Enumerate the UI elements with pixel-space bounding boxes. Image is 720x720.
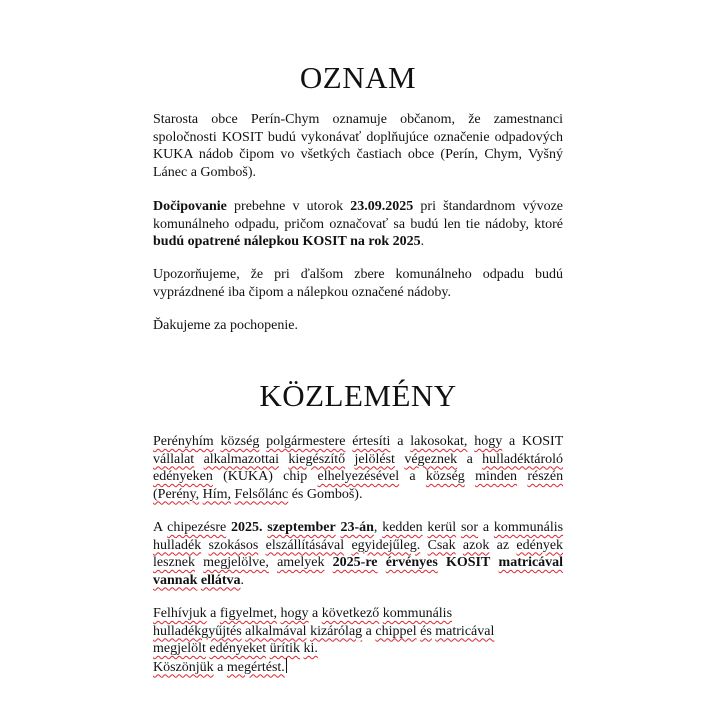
word: megjelölve, xyxy=(203,555,269,570)
word: egyidejűleg. xyxy=(351,537,421,553)
word-bold: szeptember xyxy=(267,520,336,535)
word: kommunális xyxy=(382,606,453,621)
word: A xyxy=(153,520,163,535)
word: a xyxy=(482,520,490,535)
word-bold: 2025-re xyxy=(332,555,378,570)
word: chipezésre xyxy=(167,520,227,535)
word: a xyxy=(210,606,217,621)
word: matricával xyxy=(435,623,495,639)
word: hulladék xyxy=(153,537,202,553)
word: az xyxy=(496,537,510,553)
word: a xyxy=(217,659,224,675)
word: a xyxy=(397,434,404,449)
word: értesíti xyxy=(352,434,391,449)
word: hulladéktároló xyxy=(482,451,564,467)
word: jelölést xyxy=(354,451,395,467)
word: edényeken xyxy=(153,469,213,484)
word: sor xyxy=(460,520,479,535)
word: végeznek xyxy=(404,451,458,467)
word: lakosokat, xyxy=(410,434,468,449)
word: hulladékgyűjtés xyxy=(153,623,242,639)
word: Perényhím xyxy=(153,434,214,449)
paragraph-intro-sk: Starosta obce Perín-Chym oznamuje občanom, že zamestnanci spoločnosti KOSIT budú vykonávať doplňujúce označenie odpadových KUKA nádob čipom vo všetkých častiach obce (Perín, Chym, Vyšný Lánec a Gomboš). xyxy=(153,112,563,180)
word: a xyxy=(509,434,516,449)
word: ki. xyxy=(303,641,318,656)
word: kerül xyxy=(427,520,457,535)
word: alkalmával xyxy=(245,623,307,639)
word: a xyxy=(409,469,416,484)
word: azok xyxy=(462,537,490,553)
word: chip xyxy=(283,469,308,484)
paragraph-date-hu xyxy=(153,519,563,589)
word: amelyek xyxy=(277,555,325,570)
word: Hím, xyxy=(202,486,232,502)
word: a xyxy=(312,606,319,621)
word: ürítik xyxy=(269,641,300,656)
word: chippel xyxy=(375,623,417,639)
word-bold: 23-án xyxy=(340,520,374,535)
word: edényeket xyxy=(209,641,267,656)
word: község xyxy=(220,434,260,449)
word: kiegészítő xyxy=(288,451,346,467)
word: következő xyxy=(321,606,380,621)
word-bold: KOSIT xyxy=(445,555,491,570)
word: polgármestere xyxy=(266,434,346,449)
word: minden xyxy=(475,469,518,484)
text-segment: prebehne v utorok xyxy=(226,199,351,214)
word: Felhívjuk xyxy=(153,606,207,621)
paragraph-date-sk xyxy=(153,198,563,251)
word: KOSIT xyxy=(522,434,564,449)
paragraph-warning-sk: Upozorňujeme, že pri ďalšom zbere komunálneho odpadu budú vyprázdnené iba čipom a nálepkou označené nádoby. xyxy=(153,267,563,300)
paragraph-warning-hu xyxy=(153,605,563,676)
word: és xyxy=(291,486,304,502)
word-bold: ellátva xyxy=(200,572,241,588)
word: hogy xyxy=(280,606,309,621)
text-bold-docipovanie: Dočipovanie xyxy=(153,199,227,214)
word-bold: vannak xyxy=(153,572,198,588)
word: és xyxy=(420,623,432,639)
paragraph-intro-hu xyxy=(153,433,563,503)
text-bold-sticker: budú opatrené nálepkou KOSIT na rok 2025 xyxy=(153,234,421,249)
word: részén xyxy=(527,469,564,484)
word: hogy xyxy=(474,434,503,449)
document-page xyxy=(153,0,563,720)
word: a xyxy=(466,451,473,467)
word: edények xyxy=(516,537,564,553)
title-oznam: OZNAM xyxy=(299,60,417,95)
word: elhelyezésével xyxy=(317,469,400,484)
word: . xyxy=(240,572,245,588)
word-bold: érvényes xyxy=(385,555,438,570)
word-bold: 2025. xyxy=(230,520,263,535)
text-segment: . xyxy=(420,234,425,249)
word: kedden xyxy=(382,520,423,535)
word-bold: matricával xyxy=(498,555,564,570)
word: szokásos xyxy=(208,537,259,553)
text-cursor xyxy=(286,658,287,673)
word: a xyxy=(365,623,372,639)
text-segment: pri štandardnom vývoze komunálneho odpadu, pričom označovať sa budú len tie nádoby, ktoré xyxy=(153,199,564,232)
word: (Perény, xyxy=(153,486,200,502)
word: Köszönjük xyxy=(153,659,214,675)
word: kommunális xyxy=(493,520,564,535)
word: figyelmet, xyxy=(219,606,278,621)
word: Felsőlánc xyxy=(234,486,289,502)
word: Gomboš). xyxy=(306,486,363,502)
word: lesznek xyxy=(153,555,195,570)
word: Csak xyxy=(427,537,456,553)
word: , xyxy=(373,520,378,535)
text-bold-date: 23.09.2025 xyxy=(350,199,414,214)
paragraph-thanks-sk: Ďakujeme za pochopenie. xyxy=(153,318,298,333)
title-kozlemeny: KÖZLEMÉNY xyxy=(259,378,457,413)
word: megértést. xyxy=(226,659,285,675)
word: megjelölt xyxy=(153,641,206,656)
word: kizárólag xyxy=(310,623,363,639)
word: alkalmazottai xyxy=(203,451,279,467)
word: (KUKA) xyxy=(223,469,273,484)
word: elszállításával xyxy=(265,537,345,553)
word: vállalat xyxy=(153,451,195,467)
word: község xyxy=(425,469,465,484)
